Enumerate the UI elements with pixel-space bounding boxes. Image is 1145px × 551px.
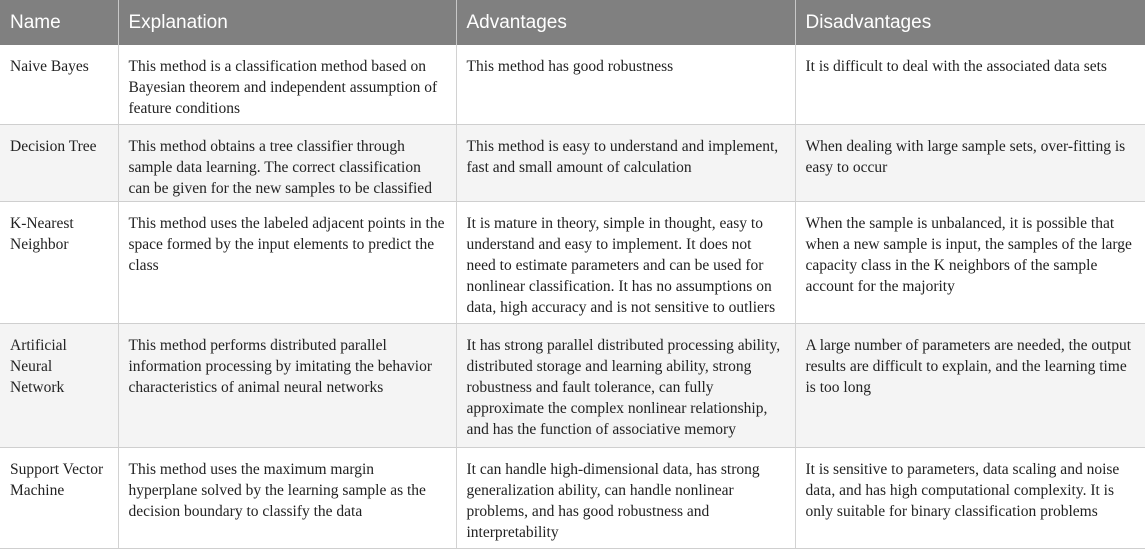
cell-explanation: This method uses the labeled adjacent points in the space formed by the input elements to predict the class: [118, 201, 456, 323]
cell-explanation: This method performs distributed parallel information processing by imitating the behavior characteristics of animal neural networks: [118, 323, 456, 447]
table-row: [0, 323, 1145, 447]
table-body: [0, 45, 1145, 548]
table-row: [0, 45, 1145, 124]
cell-disadvantages: A large number of parameters are needed, the output results are difficult to explain, and the learning time is too long: [795, 323, 1145, 447]
cell-explanation: This method obtains a tree classifier through sample data learning. The correct classification can be given for the new samples to be classified: [118, 124, 456, 201]
cell-advantages: It is mature in theory, simple in thought, easy to understand and easy to implement. It does not need to estimate parameters and can be used for nonlinear classification. It has no assumptions on data, high accuracy and is not sensitive to outliers: [456, 201, 795, 323]
cell-name: Naive Bayes: [0, 45, 118, 124]
cell-name: Decision Tree: [0, 124, 118, 201]
cell-disadvantages: It is sensitive to parameters, data scaling and noise data, and has high computational complexity. It is only suitable for binary classification problems: [795, 447, 1145, 548]
header-row: [0, 0, 1145, 45]
header-advantages: Advantages: [456, 0, 795, 45]
cell-explanation: This method is a classification method based on Bayesian theorem and independent assumption of feature conditions: [118, 45, 456, 124]
table-row: [0, 124, 1145, 201]
header-explanation: Explanation: [118, 0, 456, 45]
cell-advantages: This method is easy to understand and implement, fast and small amount of calculation: [456, 124, 795, 201]
cell-advantages: It has strong parallel distributed processing ability, distributed storage and learning ability, strong robustness and fault tolerance, can fully approximate the complex nonlinear relationship, and has the function of associative memory: [456, 323, 795, 447]
header-disadvantages: Disadvantages: [805, 11, 932, 33]
cell-advantages: It can handle high-dimensional data, has strong generalization ability, can handle nonlinear problems, and has good robustness and interpretability: [456, 447, 795, 548]
cell-name: K-Nearest Neighbor: [0, 201, 118, 323]
table-header: [0, 0, 1145, 45]
cell-name: Support Vector Machine: [0, 447, 118, 548]
cell-explanation: This method uses the maximum margin hyperplane solved by the learning sample as the decision boundary to classify the data: [118, 447, 456, 548]
cell-disadvantages: When dealing with large sample sets, over-fitting is easy to occur: [795, 124, 1145, 201]
cell-advantages: This method has good robustness: [456, 45, 795, 124]
table-row: [0, 447, 1145, 548]
table-row: [0, 201, 1145, 323]
cell-name: Artificial Neural Network: [0, 323, 118, 447]
cell-disadvantages: It is difficult to deal with the associated data sets: [795, 45, 1145, 124]
cell-disadvantages: When the sample is unbalanced, it is possible that when a new sample is input, the samples of the large capacity class in the K neighbors of the sample account for the majority: [795, 201, 1145, 323]
header-name: Name: [0, 0, 118, 45]
